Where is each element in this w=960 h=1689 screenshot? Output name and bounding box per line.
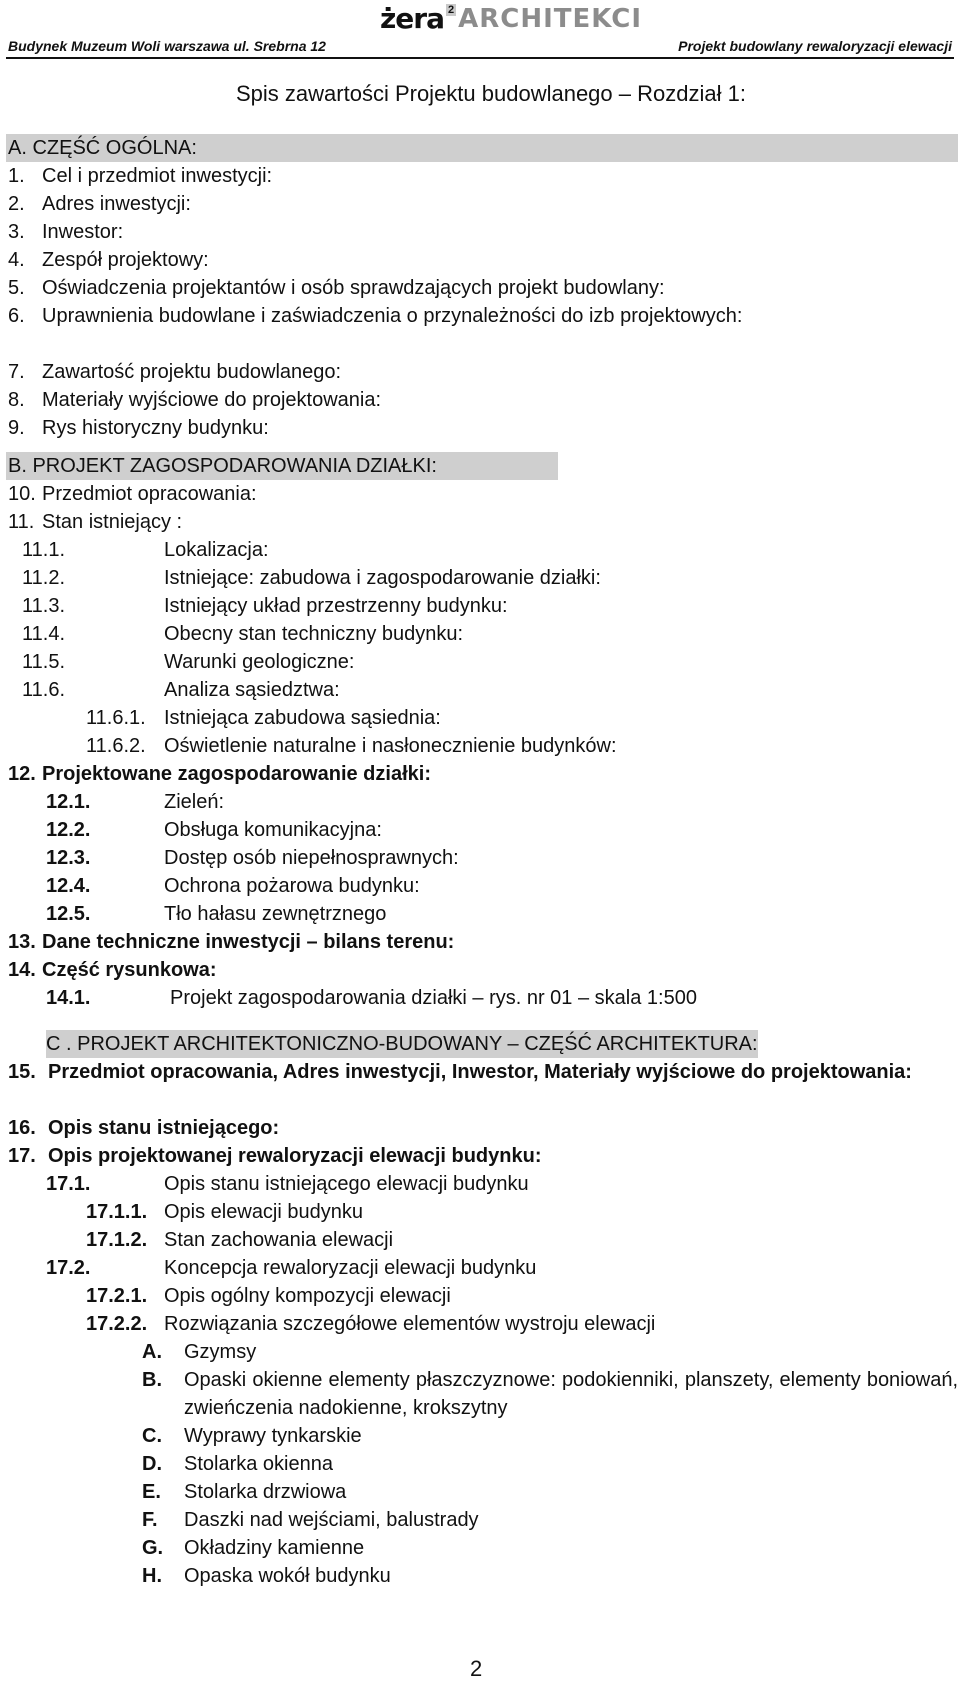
toc-item: 6. Uprawnienia budowlane i zaświadczenia o przynależności do izb projektowych: [8,305,743,327]
toc-item: 11.4. Obecny stan techniczny budynku: [22,623,464,645]
header-project-address: Budynek Muzeum Woli warszawa ul. Srebrna 12 [8,38,326,54]
section-a-heading: A. CZĘŚĆ OGÓLNA: [6,134,958,162]
document-title: Spis zawartości Projektu budowlanego – Rozdział 1: [236,81,746,106]
toc-item: 5. Oświadczenia projektantów i osób sprawdzających projekt budowlany: [8,277,665,299]
toc-item: 12. Projektowane zagospodarowanie działki: [8,763,431,785]
toc-item: 8. Materiały wyjściowe do projektowania: [8,389,382,411]
toc-item: 11.5. Warunki geologiczne: [22,651,355,673]
toc-item: 10. Przedmiot opracowania: [8,483,257,505]
toc-item: 11.6. Analiza sąsiedztwa: [22,679,340,701]
toc-item: 11.6.2. Oświetlenie naturalne i nasłonecznienie budynków: [86,735,617,757]
section-c-heading: C . PROJEKT ARCHITEKTONICZNO-BUDOWANY – CZĘŚĆ ARCHITEKTURA: [6,1030,958,1058]
header-divider [6,57,954,59]
toc-item: 17.1.2. Stan zachowania elewacji [86,1229,394,1251]
header-project-name: Projekt budowlany rewaloryzacji elewacji [678,38,952,54]
toc-item: 11.6.1. Istniejąca zabudowa sąsiednia: [86,707,441,729]
table-of-contents [6,134,958,1590]
logo-superscript: 2 [448,4,455,16]
toc-item: 14. Część rysunkowa: [8,959,217,981]
page-number: 2 [470,1656,483,1681]
toc-item: H. Opaska wokół budynku [142,1565,391,1587]
section-b-heading: B. PROJEKT ZAGOSPODAROWANIA DZIAŁKI: [6,452,558,480]
toc-item: 17.2.1. Opis ogólny kompozycji elewacji [86,1285,451,1307]
toc-item: 11.3. Istniejący układ przestrzenny budynku: [22,595,508,617]
toc-item: 9. Rys historyczny budynku: [8,417,269,439]
toc-item: 17.2.2. Rozwiązania szczegółowe elementów wystroju elewacji [86,1313,656,1335]
toc-item: B. Opaski okienne elementy płaszczyznowe: podokienniki, planszety, elementy boniowań, zwieńczenia nadokienne, krokszytny [142,1369,958,1419]
toc-item: 7. Zawartość projektu budowlanego: [8,361,342,383]
toc-item: 13. Dane techniczne inwestycji – bilans terenu: [8,931,455,953]
toc-item: 15. Przedmiot opracowania, Adres inwestycji, Inwestor, Materiały wyjściowe do projektowania: [8,1061,912,1083]
toc-item: 2. Adres inwestycji: [8,193,191,215]
toc-item: G. Okładziny kamienne [142,1537,365,1559]
toc-item: 3. Inwestor: [8,221,124,243]
toc-item: 12.4. Ochrona pożarowa budynku: [46,875,420,897]
toc-item: 12.5. Tło hałasu zewnętrznego [46,903,387,925]
toc-item: 11. Stan istniejący : [8,511,183,533]
company-logo [380,2,642,34]
toc-item: 16. Opis stanu istniejącego: [8,1117,280,1139]
toc-item: 1. Cel i przedmiot inwestycji: [8,165,273,187]
toc-item: 17. Opis projektowanej rewaloryzacji elewacji budynku: [8,1145,542,1167]
page-header [0,0,960,52]
toc-item: 11.2. Istniejące: zabudowa i zagospodarowanie działki: [22,567,601,589]
logo-text-part2: ARCHITEKCI [458,4,643,34]
toc-item: 12.3. Dostęp osób niepełnosprawnych: [46,847,459,869]
toc-item: 11.1. Lokalizacja: [22,539,269,561]
toc-item: C. Wyprawy tynkarskie [142,1425,362,1447]
toc-item: A. Gzymsy [142,1341,257,1363]
toc-item: E. Stolarka drzwiowa [142,1481,347,1503]
toc-item: 12.2. Obsługa komunikacyjna: [46,819,382,841]
toc-item: 14.1. Projekt zagospodarowania działki – rys. nr 01 – skala 1:500 [46,987,697,1009]
logo-text-part1: żera [380,2,444,35]
toc-item: F. Daszki nad wejściami, balustrady [142,1509,479,1531]
toc-item: 4. Zespół projektowy: [8,249,209,271]
toc-item: D. Stolarka okienna [142,1453,333,1475]
toc-item: 12.1. Zieleń: [46,791,225,813]
toc-item: 17.2. Koncepcja rewaloryzacji elewacji budynku [46,1257,537,1279]
toc-item: 17.1.1. Opis elewacji budynku [86,1201,363,1223]
toc-item: 17.1. Opis stanu istniejącego elewacji budynku [46,1173,529,1195]
